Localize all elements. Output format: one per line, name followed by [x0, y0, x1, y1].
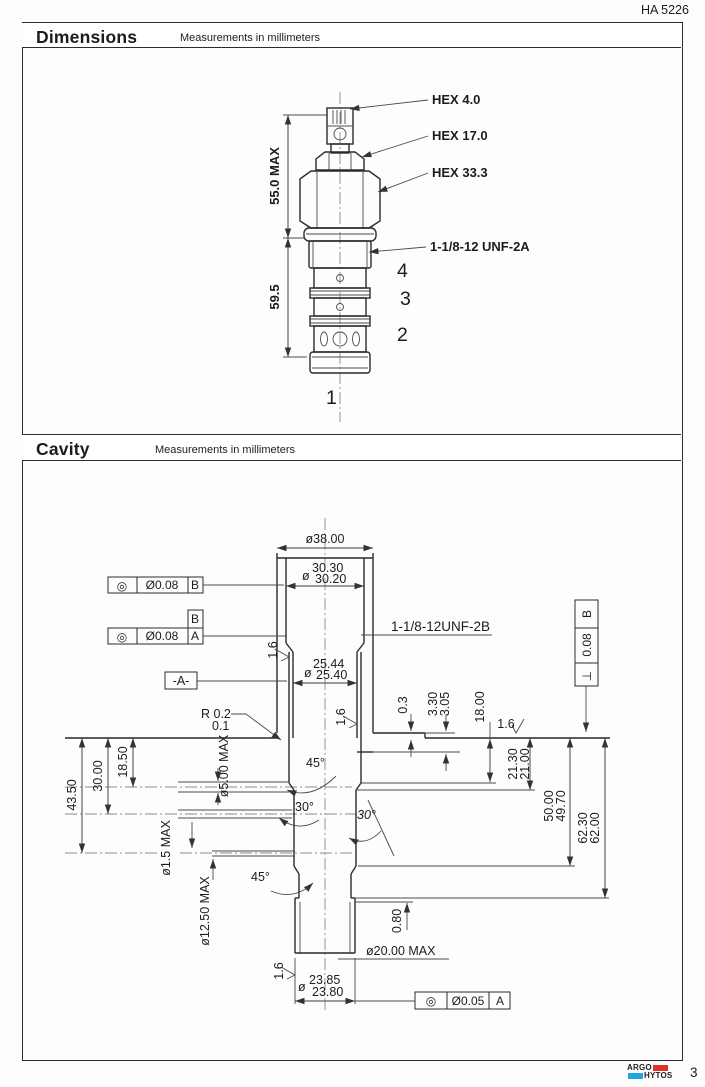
gdt-bottom-tol: Ø0.05 — [451, 994, 485, 1008]
dim-dia20: ø20.00 MAX — [366, 944, 436, 958]
dim-depth50-bot: 49.70 — [554, 790, 568, 822]
dim-depth21-top: 21.30 — [506, 748, 520, 780]
roughness-bottom: 1.6 — [272, 962, 286, 980]
cavity-subtitle: Measurements in millimeters — [155, 444, 295, 456]
gdt-frames-left — [108, 577, 287, 689]
dim-dia2385-bot: 23.80 — [312, 985, 344, 999]
dim-dia25-bot: 25.40 — [316, 668, 348, 682]
gdt-top2-stacked-datum: B — [190, 612, 200, 626]
dim-depth21-bot: 21.00 — [518, 748, 532, 780]
dim-angle30-left: 30° — [295, 800, 314, 814]
port-2: 2 — [397, 324, 408, 346]
dim-step33-bot: 3.05 — [438, 691, 452, 717]
dim-dia30-top: 30.30 — [312, 561, 344, 575]
page-footer — [627, 1062, 697, 1086]
gdt-top1-tol: Ø0.08 — [145, 578, 179, 592]
dim-radius-bot: 0.1 — [212, 719, 230, 733]
valve-labels — [326, 92, 530, 409]
cavity-bottom-dims — [295, 944, 510, 1009]
gdt-perp-tol: 0.08 — [580, 633, 594, 657]
dim-radius-top: R 0.2 — [201, 707, 231, 721]
logo-text-argo: ARGO — [627, 1063, 652, 1072]
valve-dimensions — [267, 115, 328, 357]
gdt-top1-datum: B — [190, 578, 200, 592]
roughness-face: 1.6 — [497, 717, 515, 731]
dim-dia30-bot: 30.20 — [315, 572, 347, 586]
cavity-title: Cavity — [36, 439, 90, 459]
datum-a-flag: -A- — [172, 674, 190, 688]
label-hex-mid: HEX 17.0 — [432, 128, 488, 143]
label-hex-small: HEX 4.0 — [432, 92, 481, 107]
dim-angle30-right: 30° — [357, 808, 376, 822]
cavity-section-header — [22, 434, 681, 461]
dim-dia2385-prefix: ø — [298, 980, 306, 994]
dim-overall-height: 55.0 MAX — [267, 147, 282, 205]
doc-code: HA 5226 — [641, 3, 689, 17]
argo-hytos-logo — [627, 1064, 679, 1080]
dimensions-subtitle: Measurements in millimeters — [180, 32, 320, 44]
cavity-right-dims — [355, 691, 609, 933]
dim-body-height: 59.5 — [267, 284, 282, 310]
gdt-top2-tol: Ø0.08 — [145, 629, 179, 643]
gdt-bottom-datum: A — [495, 994, 505, 1008]
cavity-radius-dim — [201, 707, 281, 740]
gdt-top2-datum: A — [190, 629, 200, 643]
dim-depth62-top: 62.30 — [576, 812, 590, 844]
port-1: 1 — [326, 387, 337, 409]
label-hex-large: HEX 33.3 — [432, 165, 488, 180]
cavity-drawing — [22, 461, 681, 1059]
dim-dia5: ø5.00 MAX — [217, 734, 231, 798]
dim-angle45-lower: 45° — [251, 870, 270, 884]
gdt-bottom-symbol: ◎ — [425, 994, 437, 1008]
gdt-top1-symbol: ◎ — [116, 579, 128, 593]
dim-step33-top: 3.30 — [426, 691, 440, 717]
cavity-left-dims — [65, 734, 231, 946]
label-thread-2a: 1-1/8-12 UNF-2A — [430, 239, 530, 254]
dim-depth18: 18.00 — [473, 691, 487, 723]
dim-depth50-top: 50.00 — [542, 790, 556, 822]
gdt-top2-symbol: ◎ — [116, 630, 128, 644]
dimensions-section-header — [22, 22, 681, 48]
dim-step080: 0.80 — [390, 908, 404, 934]
dim-dia30-prefix: ø — [302, 569, 310, 583]
dim-depth30: 30.00 — [91, 760, 105, 792]
dim-depth62-bot: 62.00 — [588, 812, 602, 844]
cavity-top-dims — [277, 532, 492, 683]
dim-dia125: ø12.50 MAX — [198, 876, 212, 946]
dim-dia15: ø1.5 MAX — [159, 820, 173, 876]
dimensions-title: Dimensions — [36, 27, 138, 47]
gdt-perp-datum: B — [580, 609, 594, 619]
dim-depth435: 43.50 — [65, 779, 79, 811]
gdt-frame-perpendicularity — [575, 600, 598, 732]
dim-step03: 0.3 — [396, 696, 410, 714]
roughness-bore-right: 1.6 — [334, 708, 348, 726]
dim-angle45-upper: 45° — [306, 756, 325, 770]
valve-leader-lines — [350, 100, 428, 252]
page-number: 3 — [690, 1065, 698, 1080]
dim-depth185: 18.50 — [116, 746, 130, 778]
dim-dia25-top: 25.44 — [313, 657, 345, 671]
valve-drawing — [22, 48, 681, 434]
dim-dia38: ø38.00 — [305, 532, 345, 546]
roughness-thread-left: 1.6 — [266, 641, 280, 659]
label-thread-2b: 1-1/8-12UNF-2B — [391, 619, 491, 634]
dim-dia25-prefix: ø — [304, 666, 312, 680]
port-3: 3 — [400, 288, 411, 310]
gdt-perp-symbol: ⊥ — [580, 670, 594, 682]
logo-text-hytos: HYTOS — [644, 1071, 673, 1080]
logo-box-cyan — [628, 1073, 643, 1079]
port-4: 4 — [397, 260, 408, 282]
dim-dia2385-top: 23.85 — [309, 973, 341, 987]
